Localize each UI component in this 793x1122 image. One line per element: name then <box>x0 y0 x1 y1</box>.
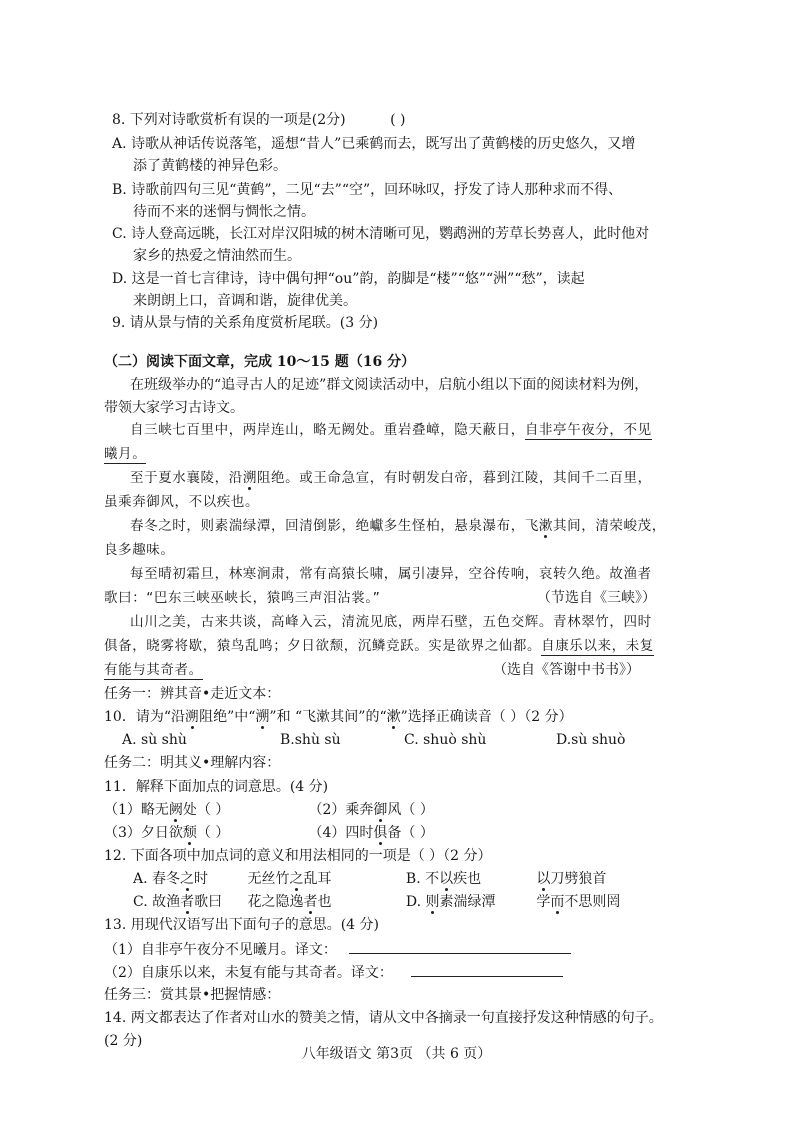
q12-option-b-compare <box>536 871 606 887</box>
q12-stem: 12. 下面各项中加点词的意义和用法相同的一项是（ ）（2 分） <box>104 848 492 864</box>
passage-p1-text: 自三峡七百里中，两岸连山，略无阙处。重岩叠嶂，隐天蔽日， <box>130 422 525 438</box>
q10-dotted-1: 溯 <box>184 709 200 725</box>
passage-p4-line2 <box>104 588 380 608</box>
dotted-char-shu: 漱 <box>538 518 554 534</box>
passage-p4-quote: 歌曰：“巴东三峡巫峡长，猿鸣三声泪沾裳。” <box>104 590 381 606</box>
q13-sentence1-text: （1）自非亭午夜分不见曦月。译文： <box>104 942 337 958</box>
passage-p5-line2 <box>104 636 654 656</box>
q10-text-a: 10．请为“沿 <box>104 709 185 725</box>
q8-option-b-line1: B. 诗歌前四句三见“黄鹤”，二见“去”“空”，回环咏叹，抒发了诗人那种求而不得、 <box>112 182 623 198</box>
q12-a2-pre: 无丝竹 <box>247 871 290 887</box>
passage-p2-text-a: 至于夏水襄陵，沿 <box>130 470 243 486</box>
q12-a2-post: 乱耳 <box>303 871 332 887</box>
q10-option-d: D.sù shuò <box>556 732 626 748</box>
q12-c2-post: 也 <box>317 894 332 910</box>
q12-a2-dotted: 之 <box>289 871 304 887</box>
passage-p5-text: 俱备，晓雾将歇，猿鸟乱鸣；夕日欲颓，沉鳞竞跃。实是欲界之仙都。 <box>104 638 542 654</box>
q10-text-c: ”和 “飞 <box>269 709 317 725</box>
passage-source-sanxia: （节选自《三峡》） <box>537 590 656 606</box>
passage-p1-underlined: 自非亭午夜分，不见 <box>524 422 652 438</box>
task3-heading: 任务三：赏其景•把握情感： <box>104 987 281 1003</box>
q13-stem: 13. 用现代汉语写出下面句子的意思。(4 分) <box>104 917 379 933</box>
passage-p1-line1 <box>130 420 652 440</box>
q10-option-a: A. sù shù <box>122 732 187 748</box>
q11-item2 <box>308 802 433 818</box>
q11-item4-post: 备（ ） <box>387 825 434 841</box>
q8-option-c-line1: C. 诗人登高远眺，长江对岸汉阳城的树木清晰可见，鹦鹉洲的芳草长势喜人，此时他对 <box>112 226 650 242</box>
q12-c1-post: 歌曰 <box>194 894 223 910</box>
q8-stem <box>112 110 405 130</box>
q8-option-a-line1: A. 诗歌从神话传说落笔，遥想“昔人”已乘鹤而去，既写出了黄鹤楼的历史悠久，又增 <box>112 136 636 152</box>
q10-dotted-2: 溯 <box>255 709 270 725</box>
passage-p3-text-b: 其间，清荣峻茂， <box>553 518 666 534</box>
page-footer: 八年级语文 第3页 （共 6 页） <box>301 1046 492 1062</box>
q12-d2-dotted: 而 <box>550 894 565 910</box>
q12-b2-post: 刀劈狼首 <box>550 871 607 887</box>
q10-text-d: 其间”的“ <box>330 709 387 725</box>
q11-item1-pre: （1）略无 <box>104 802 169 818</box>
q12-option-a <box>133 869 243 889</box>
q12-b1-dotted: 以 <box>439 871 454 887</box>
q12-row2 <box>133 892 620 912</box>
q12-c1-dotted: 者 <box>180 894 195 910</box>
q14-line1: 14. 两文都表达了作者对山水的赞美之情，请从文中各摘录一句直接抒发这种情感的句子。 <box>104 1010 663 1026</box>
q11-stem: 11．解释下面加点的词意思。(4 分) <box>104 779 329 795</box>
passage-source-daxie: （选自《答谢中书书》） <box>493 662 640 678</box>
q12-a1-dotted: 之 <box>180 871 195 887</box>
q12-c2-dotted: 者 <box>303 894 318 910</box>
q10-dotted-4: 漱 <box>386 709 401 725</box>
q12-d2-post: 不思则罔 <box>564 894 621 910</box>
q11-item4 <box>308 825 433 841</box>
q10-options <box>122 730 625 750</box>
q8-option-b-line2: 待而不来的迷惘与惆怅之情。 <box>133 204 315 220</box>
q12-option-b <box>406 869 532 889</box>
q11-item4-pre: （4）四时 <box>308 825 374 841</box>
passage-p2-text-b: 阻绝。或王命急宣，有时朝发白帝，暮到江陵，其间千二百里， <box>256 470 652 486</box>
q12-option-d <box>406 892 532 912</box>
passage-p2-line2: 虽乘奔御风，不以疾也。 <box>104 494 260 510</box>
q12-b1-pre: B. 不 <box>405 871 440 887</box>
q11-item2-dotted: 御 <box>373 802 388 818</box>
q12-d2-pre: 学 <box>536 894 551 910</box>
section-intro-line2: 带领大家学习古诗文。 <box>104 400 244 416</box>
task2-heading: 任务二：明其义•理解内容： <box>104 755 281 771</box>
passage-p5-underlined-end: 有能与其奇者。 <box>104 662 203 678</box>
q12-a1-pre: A. 春冬 <box>133 871 181 887</box>
passage-p5-line1: 山川之美，古来共谈，高峰入云，清流见底，两岸石壁，五色交辉。青林翠竹，四时 <box>130 614 652 630</box>
q14-line2: (2 分) <box>104 1033 143 1049</box>
q11-item1-post: 处（ ） <box>182 802 230 818</box>
q11-item3-pre: （3）夕日欲 <box>104 825 183 841</box>
q12-option-d-compare <box>536 894 620 910</box>
q11-item1 <box>104 800 304 820</box>
q8-answer-paren: ( ) <box>390 112 406 128</box>
q8-option-a-line2: 添了黄鹤楼的神异色彩。 <box>133 158 287 174</box>
q8-option-d-line2: 来朗朗上口，音调和谐，旋律优美。 <box>133 293 357 309</box>
q13-sentence2 <box>104 962 563 983</box>
q12-d1-pre: D. <box>405 894 426 910</box>
q8-option-c-line2: 家乡的热爱之情油然而生。 <box>133 248 301 264</box>
q9: 9. 请从景与情的关系角度赏析尾联。(3 分) <box>112 315 379 331</box>
q12-b1-post: 疾也 <box>453 871 482 887</box>
q12-d1-dotted: 则 <box>425 894 440 910</box>
section-title: （二）阅读下面文章，完成 10～15 题（16 分） <box>104 354 416 370</box>
q12-option-c-compare <box>247 892 401 912</box>
q12-c1-pre: C. 故渔 <box>133 894 181 910</box>
q11-item1-dotted: 阙 <box>168 802 183 818</box>
q11-item4-dotted: 俱 <box>373 825 388 841</box>
q11-item3 <box>104 823 304 843</box>
passage-p3-line1 <box>130 516 666 536</box>
section-intro-line1: 在班级举办的“追寻古人的足迹”群文阅读活动中，启航小组以下面的阅读材料为例， <box>130 377 649 393</box>
q13-sentence2-text: （2）自康乐以来，未复有能与其奇者。译文： <box>104 965 393 981</box>
q12-a1-post: 时 <box>194 871 209 887</box>
q12-c2-pre: 花之隐逸 <box>247 894 304 910</box>
passage-p2-line1 <box>130 468 652 488</box>
q8-option-d-line1: D. 这是一首七言律诗，诗中偶句押“ou”韵，韵脚是“楼”“悠”“洲”“愁”，读起 <box>112 271 585 287</box>
q10-option-b: B.shù sù <box>280 732 341 748</box>
q13-sentence1 <box>104 939 571 960</box>
q11-item2-pre: （2）乘奔 <box>308 802 374 818</box>
passage-p3-text-a: 春冬之时，则素湍绿潭，回清倒影，绝巘多生怪柏，悬泉瀑布，飞 <box>130 518 539 534</box>
q12-row1 <box>133 869 606 889</box>
passage-p5-underlined: 自康乐以来，未复 <box>541 638 654 654</box>
q10-text-e: ”选择正确读音（ ）（2 分） <box>400 709 573 725</box>
q10-stem <box>104 707 573 727</box>
q11-row1 <box>104 800 434 820</box>
q11-item2-post: 风（ ） <box>387 802 434 818</box>
q12-option-a-compare <box>247 869 401 889</box>
passage-p1-underlined-end: 曦月。 <box>104 446 147 462</box>
q12-b2-dotted: 以 <box>536 871 551 887</box>
passage-p4-line1: 每至晴初霜旦，林寒涧肃，常有高猿长啸，属引凄异，空谷传响，哀转久绝。故渔者 <box>130 566 652 582</box>
passage-p5-line3 <box>104 660 203 680</box>
q13-answer-line-2[interactable] <box>411 962 563 977</box>
dotted-char-su: 溯 <box>242 470 257 486</box>
q10-text-b: 阻绝”中“ <box>199 709 256 725</box>
q8-stem-text: 8. 下列对诗歌赏析有误的一项是(2分) <box>112 112 346 128</box>
passage-p1-line2 <box>104 444 146 464</box>
q11-item3-post: （ ） <box>196 825 230 841</box>
q11-row2 <box>104 823 434 843</box>
q12-option-c <box>133 892 243 912</box>
q12-d1-post: 素湍绿潭 <box>439 894 496 910</box>
q10-dotted-3: 漱 <box>316 709 331 725</box>
passage-p3-line2: 良多趣味。 <box>104 542 175 558</box>
q13-answer-line-1[interactable] <box>349 939 571 954</box>
task1-heading: 任务一：辨其音•走近文本： <box>104 686 281 702</box>
q11-item3-dotted: 颓 <box>182 825 197 841</box>
q10-option-c: C. shuò shù <box>404 732 487 748</box>
